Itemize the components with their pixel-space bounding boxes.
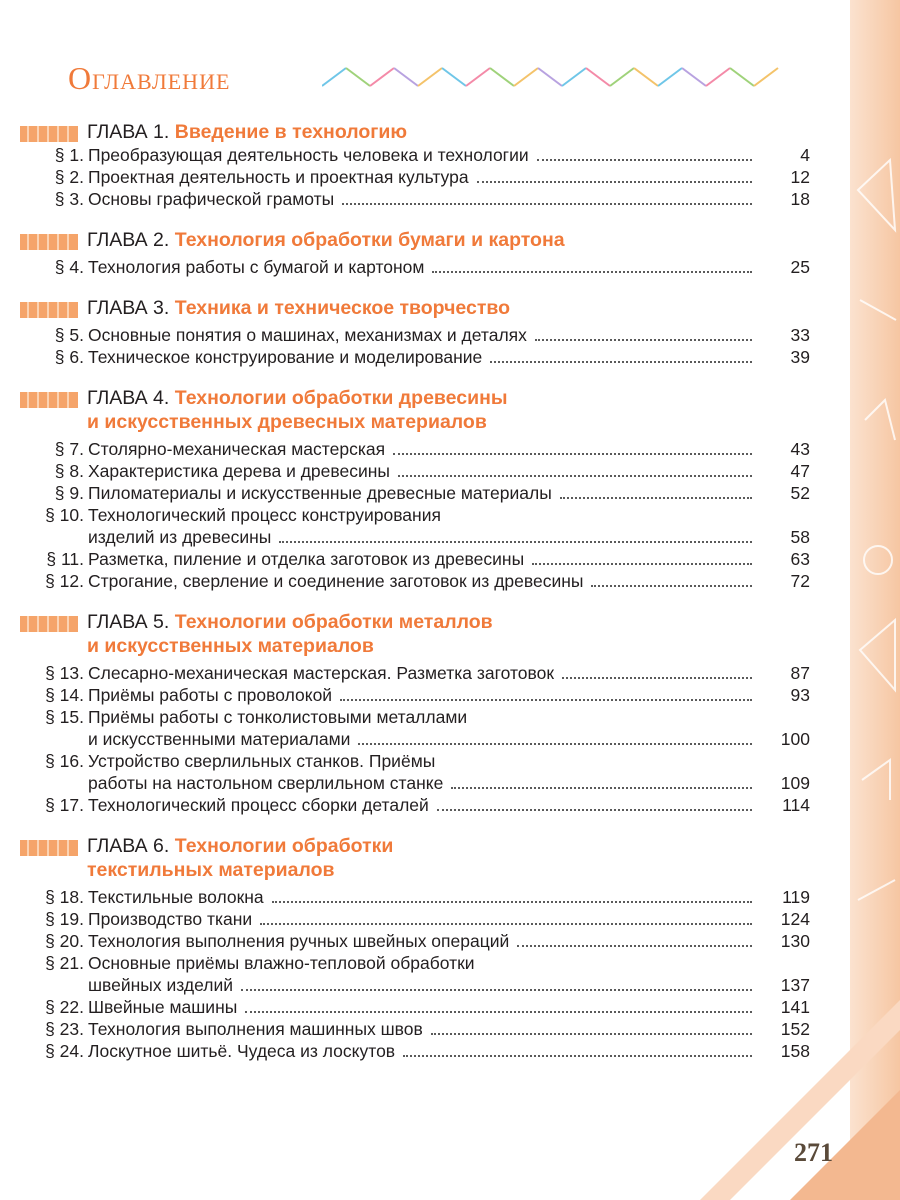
chapter-title: Технологии обработки металлов (174, 611, 493, 633)
chapter-title: Введение в технологию (174, 121, 408, 143)
toc-entry[interactable] (20, 188, 810, 210)
toc-entry[interactable] (20, 706, 810, 750)
page-ref: 58 (790, 527, 810, 547)
page-ref: 130 (780, 931, 810, 951)
chapter-marker-icon (20, 616, 78, 632)
chapter-heading[interactable] (87, 120, 810, 144)
toc-entry[interactable] (20, 908, 810, 930)
section-number: § 20. (45, 931, 84, 951)
section-number: § 14. (45, 685, 84, 705)
dot-leader (560, 497, 752, 499)
toc-entry[interactable] (20, 684, 810, 706)
toc-entry[interactable] (20, 504, 810, 548)
section-number: § 1. (54, 145, 84, 165)
section-title: Проектная деятельность и проектная культура (88, 167, 469, 187)
section-number: § 16. (45, 751, 84, 771)
chapter-title: Технологии обработки (174, 835, 394, 857)
section-title: Устройство сверлильных станков. Приёмы (88, 751, 436, 771)
toc-entry[interactable] (20, 1018, 810, 1040)
toc-entry[interactable] (20, 570, 810, 592)
chapter-5 (20, 610, 810, 816)
page-ref: 18 (790, 189, 810, 209)
section-title: Приёмы работы с тонколистовыми металлами (88, 707, 468, 727)
section-title: Столярно-механическая мастерская (88, 439, 386, 459)
section-title: Основные приёмы влажно-тепловой обработки (88, 953, 475, 973)
chapter-title-line-2: и искусственных древесных материалов (87, 411, 487, 433)
toc-entry[interactable] (20, 166, 810, 188)
dot-leader (340, 699, 752, 701)
chapter-marker-icon (20, 840, 78, 856)
chapter-label: ГЛАВА 5. (87, 611, 170, 633)
page-ref: 52 (790, 483, 810, 503)
page-ref: 47 (790, 461, 810, 481)
dot-leader (272, 901, 752, 903)
dot-leader (477, 181, 752, 183)
section-title: Техническое конструирование и моделирование (88, 347, 483, 367)
chapter-label: ГЛАВА 1. (87, 121, 170, 143)
dot-leader (490, 361, 752, 363)
toc-entry[interactable] (20, 886, 810, 908)
toc-entry[interactable] (20, 952, 810, 996)
toc-entry[interactable] (20, 346, 810, 368)
dot-leader (393, 453, 752, 455)
dot-leader (537, 159, 752, 161)
table-of-contents (20, 120, 810, 1068)
section-number: § 10. (45, 505, 84, 525)
section-title: Швейные машины (88, 997, 238, 1017)
chapter-heading[interactable] (87, 386, 810, 434)
page-ref: 119 (782, 887, 810, 907)
section-number: § 9. (54, 483, 84, 503)
dot-leader (437, 809, 752, 811)
section-title: Технологический процесс сборки деталей (88, 795, 429, 815)
section-title: Пиломатериалы и искусственные древесные материалы (88, 483, 552, 503)
section-title: Характеристика дерева и древесины (88, 461, 390, 481)
dot-leader (451, 787, 752, 789)
section-number: § 5. (54, 325, 84, 345)
dot-leader (562, 677, 752, 679)
section-number: § 23. (45, 1019, 84, 1039)
page-ref: 100 (780, 729, 810, 749)
chapter-title: Технология обработки бумаги и картона (174, 229, 565, 251)
section-title: Технология выполнения машинных швов (88, 1019, 423, 1039)
section-number: § 7. (54, 439, 84, 459)
chapter-marker-icon (20, 302, 78, 318)
dot-leader (279, 541, 752, 543)
chapter-title-line-2: текстильных материалов (87, 859, 335, 881)
section-title-line-2: швейных изделий (88, 975, 234, 995)
page-ref: 33 (790, 325, 810, 345)
dot-leader (260, 923, 752, 925)
section-number: § 8. (54, 461, 84, 481)
dot-leader (403, 1055, 752, 1057)
dot-leader (517, 945, 752, 947)
section-number: § 19. (45, 909, 84, 929)
chapter-title: Технологии обработки древесины (174, 387, 508, 409)
section-number: § 18. (45, 887, 84, 907)
section-title: Производство ткани (88, 909, 253, 929)
page-number: 271 (794, 1138, 833, 1167)
chapter-label: ГЛАВА 3. (87, 297, 170, 319)
page-ref: 4 (800, 145, 810, 165)
dot-leader (342, 203, 752, 205)
page-ref: 114 (782, 795, 810, 815)
page-ref: 158 (780, 1041, 810, 1061)
section-number: § 24. (45, 1041, 84, 1061)
dot-leader (241, 989, 752, 991)
chapter-1 (20, 120, 810, 210)
page-ref: 109 (780, 773, 810, 793)
section-title: Технологический процесс конструирования (88, 505, 441, 525)
dot-leader (432, 271, 752, 273)
section-title: Преобразующая деятельность человека и технологии (88, 145, 529, 165)
dot-leader (358, 743, 752, 745)
section-number: § 3. (54, 189, 84, 209)
toc-entry[interactable] (20, 460, 810, 482)
toc-entry[interactable] (20, 930, 810, 952)
page-ref: 43 (790, 439, 810, 459)
section-title: Разметка, пиление и отделка заготовок из древесины (88, 549, 525, 569)
chapter-marker-icon (20, 234, 78, 250)
chapter-4 (20, 386, 810, 592)
chapter-3 (20, 296, 810, 368)
section-number: § 15. (45, 707, 84, 727)
toc-entry[interactable] (20, 256, 810, 278)
toc-entry[interactable] (20, 324, 810, 346)
toc-entry[interactable] (20, 482, 810, 504)
toc-entry[interactable] (20, 794, 810, 816)
section-number: § 11. (46, 549, 84, 569)
chapter-label: ГЛАВА 2. (87, 229, 170, 251)
section-number: § 13. (45, 663, 84, 683)
toc-entry[interactable] (20, 144, 810, 166)
page-ref: 12 (790, 167, 810, 187)
section-title: Основные понятия о машинах, механизмах и деталях (88, 325, 527, 345)
page-ref: 124 (780, 909, 810, 929)
chapter-marker-icon (20, 392, 78, 408)
section-title: Лоскутное шитьё. Чудеса из лоскутов (88, 1041, 396, 1061)
page-ref: 25 (790, 257, 810, 277)
page-ref: 39 (790, 347, 810, 367)
section-title: Приёмы работы с проволокой (88, 685, 333, 705)
dot-leader (591, 585, 752, 587)
section-number: § 22. (45, 997, 84, 1017)
page-ref: 141 (780, 997, 810, 1017)
section-number: § 4. (54, 257, 84, 277)
page-ref: 87 (790, 663, 810, 683)
dot-leader (398, 475, 752, 477)
dot-leader (532, 563, 752, 565)
section-number: § 21. (45, 953, 84, 973)
page-ref: 137 (780, 975, 810, 995)
section-title-line-2: и искусственными материалами (88, 729, 351, 749)
page-ref: 72 (790, 571, 810, 591)
chapter-label: ГЛАВА 6. (87, 835, 170, 857)
section-number: § 2. (54, 167, 84, 187)
section-number: § 17. (45, 795, 84, 815)
section-title: Основы графической грамоты (88, 189, 335, 209)
page-ref: 152 (780, 1019, 810, 1039)
section-title: Технология выполнения ручных швейных операций (88, 931, 510, 951)
toc-entry[interactable] (20, 662, 810, 684)
toc-entry[interactable] (20, 1040, 810, 1062)
chapter-label: ГЛАВА 4. (87, 387, 170, 409)
section-title-line-2: работы на настольном сверлильном станке (88, 773, 444, 793)
chapter-heading[interactable] (87, 610, 810, 658)
toc-entry[interactable] (20, 996, 810, 1018)
page-title: Оглавление (68, 60, 231, 96)
dot-leader (535, 339, 752, 341)
section-title: Строгание, сверление и соединение заготовок из древесины (88, 571, 584, 591)
section-title: Технология работы с бумагой и картоном (88, 257, 425, 277)
toc-entry[interactable] (20, 750, 810, 794)
section-title: Текстильные волокна (88, 887, 264, 907)
zigzag-decoration-icon (322, 62, 792, 94)
toc-entry[interactable] (20, 438, 810, 460)
section-number: § 6. (54, 347, 84, 367)
chapter-marker-icon (20, 126, 78, 142)
dot-leader (431, 1033, 752, 1035)
chapter-heading[interactable] (87, 834, 810, 882)
chapter-title: Техника и техническое творчество (174, 297, 511, 319)
chapter-2 (20, 228, 810, 278)
page-ref: 63 (790, 549, 810, 569)
chapter-heading[interactable] (87, 228, 810, 252)
chapter-6 (20, 834, 810, 1062)
dot-leader (245, 1011, 752, 1013)
page-ref: 93 (790, 685, 810, 705)
section-title: Слесарно-механическая мастерская. Разметка заготовок (88, 663, 554, 683)
section-number: § 12. (45, 571, 84, 591)
section-title-line-2: изделий из древесины (88, 527, 272, 547)
chapter-heading[interactable] (87, 296, 810, 320)
chapter-title-line-2: и искусственных материалов (87, 635, 374, 657)
toc-entry[interactable] (20, 548, 810, 570)
